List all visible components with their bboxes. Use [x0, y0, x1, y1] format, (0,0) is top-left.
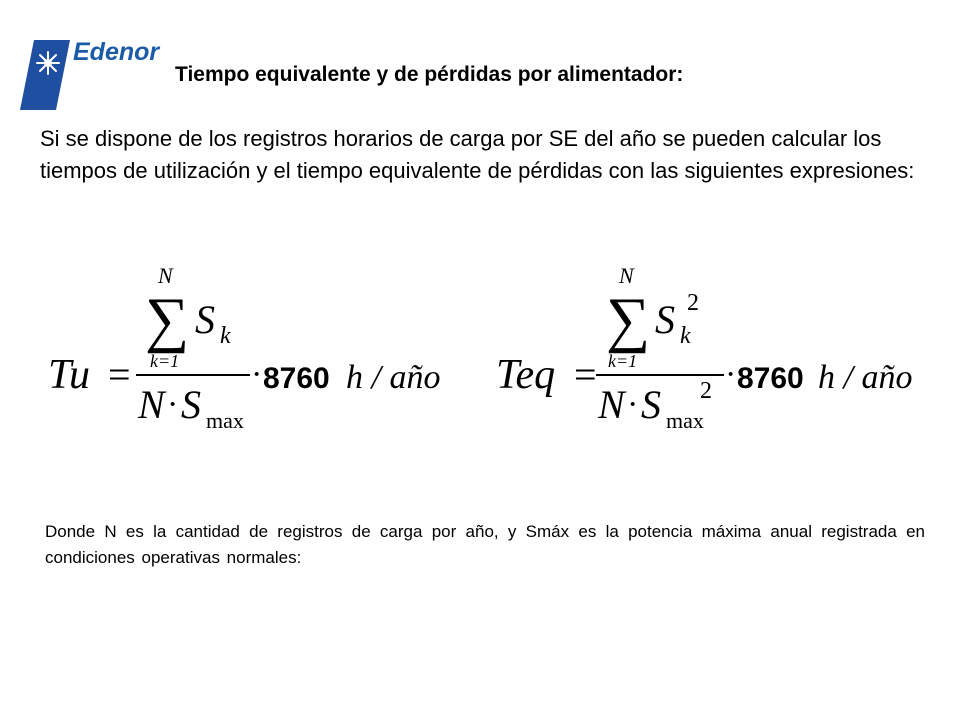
page-title: Tiempo equivalente y de pérdidas por alimentador:: [175, 63, 684, 86]
tu-numerator-var: S: [195, 297, 215, 342]
tu-numerator-sub: k: [220, 323, 231, 349]
teq-factor: 8760: [737, 362, 804, 395]
tu-multiply-dot: ·: [251, 356, 263, 393]
teq-multiply-dot: ·: [725, 356, 737, 393]
tu-sum-lower: k=1: [150, 351, 180, 371]
edenor-logo: [20, 36, 165, 114]
tu-denominator-dot: ·: [167, 386, 179, 423]
teq-sum-upper: N: [619, 263, 634, 288]
tu-denominator-n: N: [138, 382, 165, 427]
tu-lhs: Tu: [48, 352, 91, 398]
note-paragraph: Donde N es la cantidad de registros de carga por año, y Smáx es la potencia máxima anual registrada en condiciones operativas normales:: [45, 522, 925, 567]
teq-denominator-n: N: [598, 382, 625, 427]
teq-lhs: Teq: [496, 352, 556, 398]
formula-tu: [48, 255, 468, 440]
teq-equals: =: [574, 352, 597, 397]
teq-denominator-var: S: [641, 382, 661, 427]
tu-sum-upper: N: [158, 263, 173, 288]
teq-denominator-exp: 2: [700, 378, 712, 404]
teq-sum-lower: k=1: [608, 351, 638, 371]
teq-numerator-exp: 2: [687, 290, 699, 316]
logo-mark-shape: [20, 40, 70, 110]
edenor-logo-mark-icon: [20, 36, 70, 114]
tu-denominator-sub: max: [206, 408, 244, 433]
intro-paragraph: Si se dispone de los registros horarios de carga por SE del año se pueden calcular los tiempos de utilización y el tiempo equivalente de pérdidas con las siguientes expresiones:: [40, 126, 915, 183]
teq-numerator-var: S: [655, 297, 675, 342]
teq-denominator-dot: ·: [627, 386, 639, 423]
tu-factor: 8760: [263, 362, 330, 395]
tu-equals: =: [108, 352, 131, 397]
formula-teq: [496, 255, 926, 440]
logo-wordmark: Edenor: [73, 38, 160, 66]
tu-denominator-var: S: [181, 382, 201, 427]
tu-unit: h / año: [346, 359, 441, 396]
teq-sum-symbol: ∑: [606, 286, 651, 354]
teq-denominator-sub: max: [666, 408, 704, 433]
tu-sum-symbol: ∑: [145, 286, 190, 354]
teq-numerator-sub: k: [680, 323, 691, 349]
teq-unit: h / año: [818, 359, 913, 396]
